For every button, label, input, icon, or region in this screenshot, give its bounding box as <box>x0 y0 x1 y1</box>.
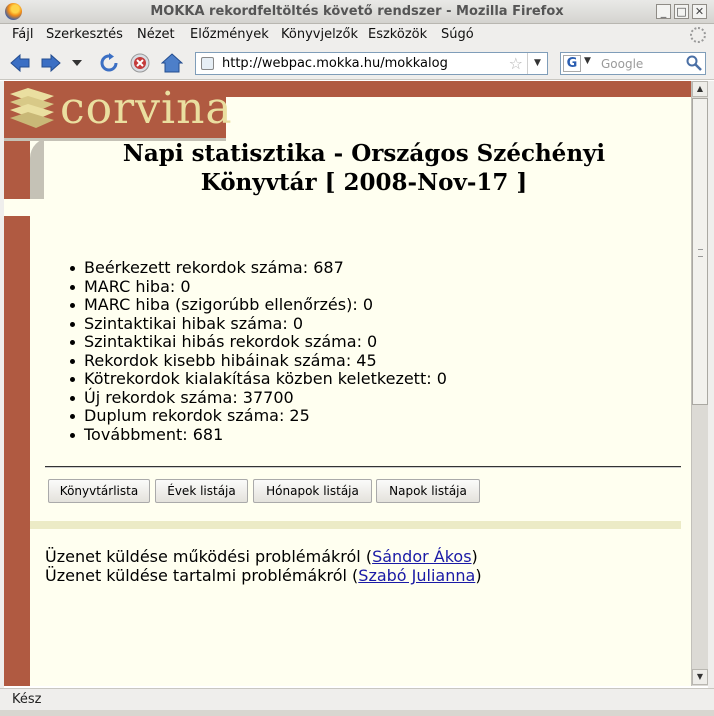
contact-link-sandor[interactable]: Sándor Ákos <box>372 547 472 566</box>
menu-edit[interactable]: Szerkesztés <box>46 27 123 42</box>
back-icon[interactable] <box>9 52 31 74</box>
scroll-up-icon[interactable]: ▲ <box>692 81 708 97</box>
list-item: MARC hiba: 0 <box>64 278 447 297</box>
years-list-button[interactable]: Évek listája <box>155 479 248 503</box>
decorative-curve-inner <box>44 141 52 199</box>
list-item: Szintaktikai hibak száma: 0 <box>64 315 447 334</box>
footer-band <box>30 521 681 529</box>
list-item: Új rekordok száma: 37700 <box>64 389 447 408</box>
search-bar[interactable] <box>560 52 706 75</box>
search-engine-icon[interactable]: G <box>563 55 581 72</box>
history-dropdown-icon[interactable] <box>70 52 84 74</box>
window-titlebar <box>0 0 714 24</box>
list-item: Rekordok kisebb hibáinak száma: 45 <box>64 352 447 371</box>
grip-icon <box>698 249 703 257</box>
divider <box>45 466 681 468</box>
contact-content <box>45 566 482 585</box>
contact-content-text: Üzenet küldése tartalmi problémákról ( <box>45 566 359 585</box>
list-item: Duplum rekordok száma: 25 <box>64 407 447 426</box>
url-dropdown-icon[interactable]: ▼ <box>527 53 547 74</box>
contact-link-szabo[interactable]: Szabó Julianna <box>358 566 476 585</box>
menu-bar <box>0 24 714 46</box>
left-stripe <box>4 216 30 686</box>
menu-bookmarks[interactable]: Könyvjelzők <box>281 27 358 42</box>
logo-text: corvina <box>60 83 233 134</box>
book-logo-icon <box>8 86 56 130</box>
stop-icon[interactable] <box>129 52 151 74</box>
menu-help[interactable]: Súgó <box>441 27 474 42</box>
menu-tools[interactable]: Eszközök <box>368 27 428 42</box>
scroll-down-icon[interactable]: ▼ <box>692 669 708 685</box>
page-title-line1: Napi statisztika - Országos Széchényi <box>122 140 606 167</box>
contact-content-close: ) <box>475 566 482 585</box>
search-icon[interactable] <box>686 55 702 75</box>
search-input[interactable]: Google <box>601 57 644 71</box>
reload-icon[interactable] <box>98 52 120 74</box>
corvina-logo <box>4 81 233 138</box>
status-bar <box>0 688 714 710</box>
url-input[interactable]: http://webpac.mokka.hu/mokkalog <box>222 56 448 71</box>
forward-icon[interactable] <box>40 52 62 74</box>
contact-operational-text: Üzenet küldése működési problémákról ( <box>45 547 373 566</box>
menu-history[interactable]: Előzmények <box>190 27 269 42</box>
list-item: Beérkezett rekordok száma: 687 <box>64 259 447 278</box>
home-icon[interactable] <box>161 52 183 74</box>
window-frame-bottom <box>0 710 714 716</box>
throbber-icon <box>690 27 706 43</box>
status-text: Kész <box>12 692 42 707</box>
minimize-icon[interactable]: _ <box>656 4 671 19</box>
bookmark-star-icon[interactable]: ☆ <box>508 54 523 73</box>
statistics-list <box>64 259 447 444</box>
list-item: Kötrekordok kialakítása közben keletkezett: 0 <box>64 370 447 389</box>
navigation-toolbar <box>0 46 714 80</box>
search-engine-dropdown-icon[interactable]: ▼ <box>584 56 591 66</box>
page-title <box>54 139 674 197</box>
menu-file[interactable]: Fájl <box>12 27 34 42</box>
months-list-button[interactable]: Hónapok listája <box>253 479 372 503</box>
window-frame-right <box>708 81 714 688</box>
vertical-scrollbar[interactable] <box>691 81 708 686</box>
page-title-line2: Könyvtár [ 2008-Nov-17 ] <box>200 169 528 196</box>
contact-operational <box>45 547 482 566</box>
contact-info <box>45 547 482 585</box>
maximize-icon[interactable]: □ <box>674 4 689 19</box>
days-list-button[interactable]: Napok listája <box>376 479 480 503</box>
list-item: MARC hiba (szigorúbb ellenőrzés): 0 <box>64 296 447 315</box>
url-bar[interactable] <box>195 52 548 75</box>
list-item: Továbbment: 681 <box>64 426 447 445</box>
page-content <box>4 81 691 686</box>
scrollbar-thumb[interactable] <box>692 98 708 405</box>
menu-view[interactable]: Nézet <box>137 27 175 42</box>
site-favicon-icon <box>201 57 214 70</box>
list-item: Szintaktikai hibás rekordok száma: 0 <box>64 333 447 352</box>
library-list-button[interactable]: Könyvtárlista <box>48 479 150 503</box>
contact-operational-close: ) <box>471 547 478 566</box>
close-icon[interactable]: ✕ <box>692 4 707 19</box>
window-title: MOKKA rekordfeltöltés követő rendszer - Mozilla Firefox <box>150 4 564 19</box>
